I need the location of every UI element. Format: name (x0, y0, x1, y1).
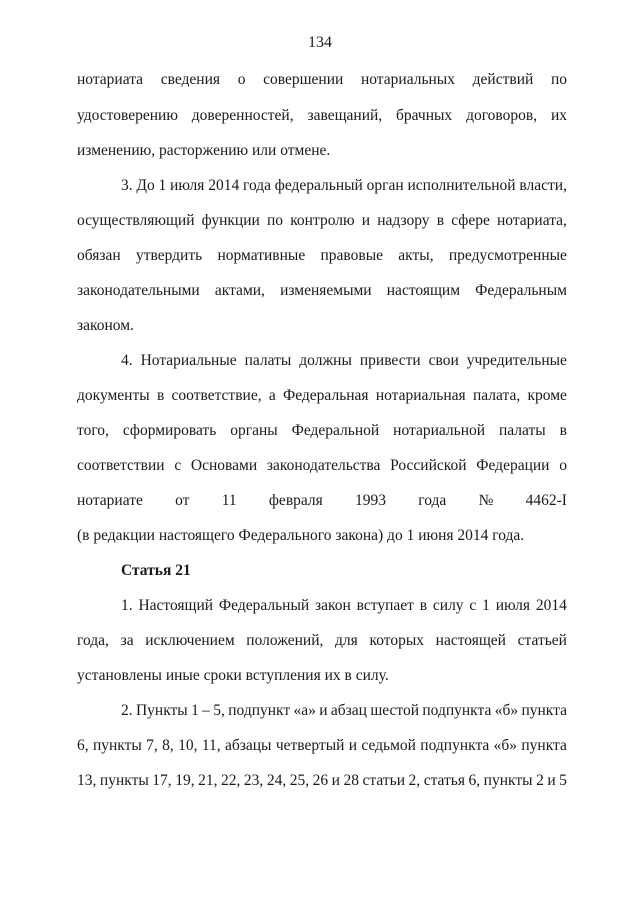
word: федеральный (274, 177, 363, 194)
word: 5 (559, 772, 567, 789)
text-line (77, 211, 567, 231)
word: 6, (468, 772, 481, 789)
word: законодательства (266, 457, 381, 474)
word: 4462-I (525, 492, 567, 509)
word: и (348, 737, 358, 754)
word: доверенностей, (191, 107, 294, 124)
text-line (77, 421, 567, 441)
word: 10, (178, 737, 198, 754)
word: сформировать (122, 422, 217, 439)
word: 25, (289, 772, 310, 789)
word: в (419, 597, 428, 614)
word: по (266, 212, 284, 229)
word: органы (230, 422, 278, 439)
word: нормативные (217, 247, 306, 264)
word: пункты (92, 737, 142, 754)
word: абзацы (224, 737, 272, 754)
text-line: изменению, расторжению или отмене. (77, 142, 331, 159)
word: 2014 (208, 177, 240, 194)
word: власти, (519, 177, 567, 194)
word: 2 (536, 772, 544, 789)
word: 2. (121, 702, 133, 719)
word: Настоящий (138, 597, 214, 614)
word: шестой (370, 702, 420, 719)
word: и (331, 772, 340, 789)
word: 11 (221, 492, 237, 509)
text-line: установлены иные сроки вступления их в силу. (77, 667, 389, 684)
word: с (174, 457, 182, 474)
word: абзац (330, 702, 367, 719)
text-line (77, 631, 567, 651)
word: пункта (521, 702, 567, 719)
word: Нотариальные (140, 352, 237, 369)
word: сведения (160, 71, 221, 88)
word: подпункта (420, 737, 490, 754)
word: 8, (162, 737, 174, 754)
word: подпункт (228, 702, 291, 719)
word: 1 (191, 702, 199, 719)
word: 1. (121, 597, 133, 614)
word: от (175, 492, 190, 509)
word: их (550, 107, 567, 124)
word: палаты (498, 422, 546, 439)
word: № (478, 492, 494, 509)
word: пункты (483, 772, 533, 789)
word: 19, (175, 772, 195, 789)
word: свои (428, 352, 459, 369)
word: четвертый (275, 737, 345, 754)
word: обязан (77, 247, 121, 264)
word: пункта (521, 737, 567, 754)
word: законодательными (77, 282, 200, 299)
word: Федеральная (283, 387, 369, 404)
word: июля (170, 177, 205, 194)
word: 1993 (355, 492, 387, 509)
word: 1 (158, 177, 167, 194)
word: которых (369, 632, 424, 649)
word: положений, (246, 632, 324, 649)
text-line: законом. (77, 317, 134, 334)
word: 6, (77, 737, 89, 754)
word: 2014 (535, 597, 567, 614)
text-line (77, 106, 567, 126)
text-line (77, 246, 567, 266)
text-line (77, 491, 567, 511)
word: осуществляющий (77, 212, 195, 229)
word: по (550, 71, 567, 88)
word: нотариата (77, 71, 144, 88)
page-number: 134 (308, 34, 332, 51)
word: изменяемыми (280, 282, 372, 299)
word: нотариата, (497, 212, 567, 229)
word: июля (495, 597, 531, 614)
word: – (202, 702, 210, 719)
word: «а» (293, 702, 316, 719)
word: нотариальных (360, 71, 455, 88)
word: подпункта (422, 702, 492, 719)
word: Пункты (135, 702, 188, 719)
word: 13, (77, 772, 97, 789)
word: привести (359, 352, 421, 369)
word: года, (77, 632, 109, 649)
word: Федеральным (475, 282, 567, 299)
word: документы (77, 387, 150, 404)
word: о (559, 457, 567, 474)
word: 28 (343, 772, 359, 789)
word: нотариате (77, 492, 143, 509)
word: Федеральной (291, 422, 380, 439)
word: февраля (268, 492, 323, 509)
word: действий (472, 71, 534, 88)
text-line (121, 596, 567, 616)
word: правовые (320, 247, 383, 264)
word: брачных (396, 107, 453, 124)
word: статьей (517, 632, 567, 649)
word: и (547, 772, 556, 789)
word: кроме (527, 387, 567, 404)
word: 4. (121, 352, 133, 369)
word: Федерации (476, 457, 550, 474)
word: 21, (198, 772, 218, 789)
word: а (268, 387, 276, 404)
word: орган (366, 177, 404, 194)
word: силу (432, 597, 464, 614)
word: нотариальная (375, 387, 466, 404)
text-line (121, 176, 567, 196)
word: настоящей (435, 632, 506, 649)
word: 1 (482, 597, 490, 614)
word: акты, (398, 247, 434, 264)
text-line (121, 351, 567, 371)
word: функции (201, 212, 260, 229)
word: соответствии (77, 457, 165, 474)
word: актами, (214, 282, 265, 299)
word: 17, (152, 772, 172, 789)
word: нотариальной (393, 422, 486, 439)
word: пункты (99, 772, 149, 789)
word: того, (77, 422, 109, 439)
word: завещаний, (307, 107, 383, 124)
word: вступает (356, 597, 414, 614)
word: договоров, (466, 107, 538, 124)
word: До (136, 177, 155, 194)
word: «б» (493, 737, 518, 754)
word: Федеральный (218, 597, 310, 614)
word: в (436, 212, 445, 229)
word: исполнительной (407, 177, 516, 194)
word: статья (423, 772, 465, 789)
word: года (242, 177, 272, 194)
word: Основами (190, 457, 258, 474)
article-heading: Статья 21 (121, 562, 191, 579)
word: статьи (362, 772, 405, 789)
word: удостоверению (77, 107, 178, 124)
word: и (361, 212, 371, 229)
word: и (319, 702, 328, 719)
text-line (77, 281, 567, 301)
word: 5, (213, 702, 225, 719)
word: надзору (377, 212, 430, 229)
word: для (335, 632, 358, 649)
word: исключением (145, 632, 235, 649)
word: сфере (451, 212, 490, 229)
word: 22, (221, 772, 241, 789)
text-line (121, 701, 567, 721)
word: года (418, 492, 447, 509)
word: утвердить (135, 247, 203, 264)
word: контролю (290, 212, 355, 229)
word: седьмой (361, 737, 416, 754)
text-line: (в редакции настоящего Федерального закона) до 1 июня 2014 года. (77, 527, 525, 544)
text-line (77, 771, 567, 791)
word: учредительные (466, 352, 567, 369)
word: настоящим (386, 282, 461, 299)
word: с (469, 597, 477, 614)
word: совершении (263, 71, 344, 88)
word: в (559, 422, 567, 439)
word: соответствие, (171, 387, 262, 404)
word: «б» (494, 702, 519, 719)
word: 26 (312, 772, 329, 789)
text-line (77, 386, 567, 406)
word: предусмотренные (448, 247, 567, 264)
word: 24, (266, 772, 287, 789)
text-line (77, 736, 567, 756)
word: 7, (146, 737, 158, 754)
word: палаты (244, 352, 292, 369)
word: Российской (390, 457, 467, 474)
word: должны (299, 352, 352, 369)
word: за (120, 632, 134, 649)
word: палата, (472, 387, 521, 404)
text-line (77, 70, 567, 90)
word: закон (315, 597, 351, 614)
text-line (77, 456, 567, 476)
word: 2, (408, 772, 421, 789)
word: 3. (121, 177, 133, 194)
word: о (237, 71, 246, 88)
word: 23, (243, 772, 264, 789)
word: в (156, 387, 165, 404)
word: 11, (201, 737, 221, 754)
